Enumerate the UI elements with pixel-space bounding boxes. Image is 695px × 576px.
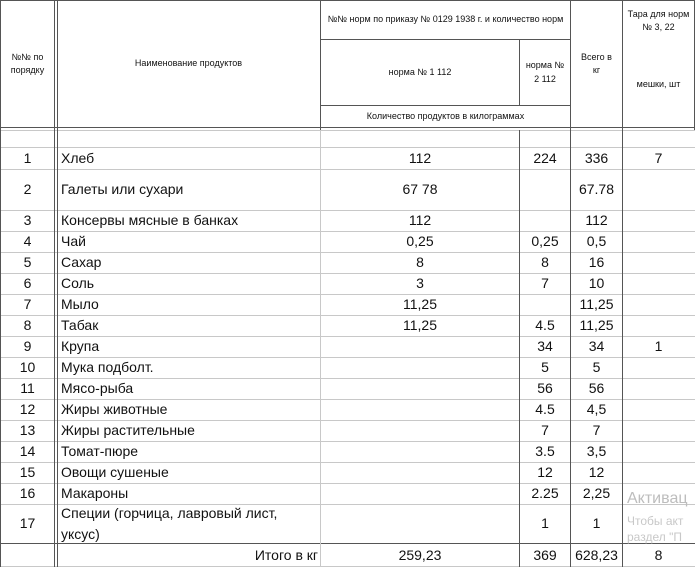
header-norm1: норма № 1 112 (388, 66, 452, 77)
header-norms-title: №№ норм по приказу № 0129 1938 г. и количество норм (327, 14, 564, 25)
row-total: 12 (588, 464, 605, 480)
header-name: Наименование продуктов (134, 58, 243, 69)
row-norm1: 67 78 (402, 181, 438, 197)
row-norm1: 0,25 (406, 233, 434, 249)
activation-watermark-title: Активац (627, 490, 688, 507)
totals-norm1: 259,23 (398, 546, 442, 563)
header-num: №№ по порядку (10, 51, 45, 75)
row-norm2: 3.5 (535, 443, 555, 459)
row-bags (623, 315, 694, 336)
row-product-name: Хлеб (61, 150, 95, 166)
row-num: 15 (19, 464, 36, 480)
row-total: 16 (588, 254, 605, 270)
row-norm2: 7 (541, 275, 549, 291)
row-norm2 (520, 169, 570, 210)
row-num: 17 (19, 515, 36, 531)
row-bags (623, 357, 694, 378)
row-norm1: 112 (408, 212, 432, 228)
row-norm2 (520, 294, 570, 315)
row-num: 12 (19, 401, 36, 417)
row-total: 4,5 (586, 401, 607, 417)
row-norm2: 4.5 (535, 401, 555, 417)
row-product-name: Жиры растительные (61, 422, 195, 438)
row-norm1 (321, 420, 519, 441)
row-total: 0,5 (586, 233, 607, 249)
row-product-name: Крупа (61, 338, 100, 354)
row-product-name: Томат-пюре (61, 443, 139, 459)
row-bags (623, 378, 694, 399)
row-norm2: 1 (541, 515, 549, 531)
row-num: 9 (23, 338, 32, 354)
activation-watermark-line1: Чтобы акт (627, 514, 684, 528)
header-tara-title: Тара для норм № 3, 22 (627, 8, 690, 32)
row-total: 56 (588, 380, 605, 396)
row-bags: 7 (654, 150, 663, 166)
row-norm1: 11,25 (403, 317, 437, 333)
header-tara-sub: мешки, шт (636, 79, 681, 90)
row-total: 112 (585, 212, 608, 228)
row-total: 11,25 (579, 296, 614, 312)
row-norm2 (520, 210, 570, 231)
row-total: 34 (588, 338, 605, 354)
row-norm1: 112 (408, 150, 432, 166)
row-norm2: 4.5 (535, 317, 555, 333)
row-norm1: 8 (416, 254, 424, 270)
row-norm1: 11,25 (403, 296, 437, 312)
row-bags (623, 210, 694, 231)
row-total: 10 (588, 275, 605, 291)
totals-norm2: 369 (533, 546, 557, 563)
row-bags (623, 169, 694, 210)
row-norm1 (321, 441, 519, 462)
row-bags (623, 294, 694, 315)
row-num: 7 (23, 296, 32, 312)
row-bags (623, 273, 694, 294)
row-total: 3,5 (586, 443, 607, 459)
row-total: 336 (584, 150, 609, 166)
row-norm1 (321, 357, 519, 378)
row-num: 11 (20, 380, 35, 396)
row-total: 11,25 (579, 317, 614, 333)
row-product-name: Мука подболт. (61, 359, 154, 375)
row-num: 2 (23, 181, 32, 197)
row-num: 4 (23, 233, 32, 249)
row-product-name: Чай (61, 233, 86, 249)
row-num: 8 (23, 317, 32, 333)
row-norm2: 5 (541, 359, 549, 375)
totals-label: Итого в кг (254, 546, 318, 563)
activation-watermark-line2: раздел "П (627, 530, 682, 544)
row-total: 67.78 (578, 181, 615, 197)
row-total: 1 (592, 515, 601, 531)
row-total: 2,25 (582, 485, 611, 501)
row-bags: 1 (654, 338, 663, 354)
header-norm2: норма № 2 112 (525, 60, 565, 84)
row-bags (623, 231, 694, 252)
row-norm1 (321, 378, 519, 399)
header-total-kg: Всего в кг (581, 51, 612, 75)
row-product-name: Консервы мясные в банках (61, 212, 239, 228)
row-product-name: Овощи сушеные (61, 464, 169, 480)
row-product-name: Галеты или сухари (61, 181, 184, 197)
row-norm2: 7 (541, 422, 549, 438)
row-product-name: Специи (горчица, лавровый лист, уксус) (61, 504, 278, 542)
row-total: 7 (592, 422, 601, 438)
row-num: 10 (19, 359, 36, 375)
row-norm2: 8 (541, 254, 549, 270)
header-qty-note: Количество продуктов в килограммах (366, 110, 525, 121)
row-num: 16 (19, 485, 36, 501)
row-norm1 (321, 399, 519, 420)
row-num: 14 (19, 443, 36, 459)
totals-bags: 8 (654, 546, 663, 563)
row-norm2: 56 (537, 380, 553, 396)
row-norm2: 2.25 (531, 485, 559, 501)
row-norm2: 34 (537, 338, 553, 354)
row-bags (623, 252, 694, 273)
row-num: 3 (23, 212, 32, 228)
row-norm2: 224 (533, 150, 557, 166)
row-bags (623, 420, 694, 441)
row-num: 13 (19, 422, 36, 438)
row-norm2: 0,25 (531, 233, 559, 249)
row-bags (623, 399, 694, 420)
row-bags (623, 462, 694, 483)
row-product-name: Жиры животные (61, 401, 168, 417)
row-norm1 (321, 462, 519, 483)
row-norm1 (321, 483, 519, 504)
totals-total: 628,23 (575, 546, 618, 563)
row-bags (623, 441, 694, 462)
row-norm2: 12 (537, 464, 553, 480)
row-product-name: Соль (61, 275, 95, 291)
row-norm1: 3 (416, 275, 424, 291)
row-num: 1 (23, 150, 32, 166)
row-num: 6 (23, 275, 32, 291)
row-product-name: Мясо-рыба (61, 380, 134, 396)
row-norm1 (321, 336, 519, 357)
row-product-name: Сахар (61, 254, 102, 270)
row-total: 5 (592, 359, 601, 375)
row-product-name: Табак (61, 317, 99, 333)
row-product-name: Макароны (61, 485, 129, 501)
row-product-name: Мыло (61, 296, 99, 312)
row-num: 5 (23, 254, 32, 270)
row-norm1 (321, 504, 519, 543)
